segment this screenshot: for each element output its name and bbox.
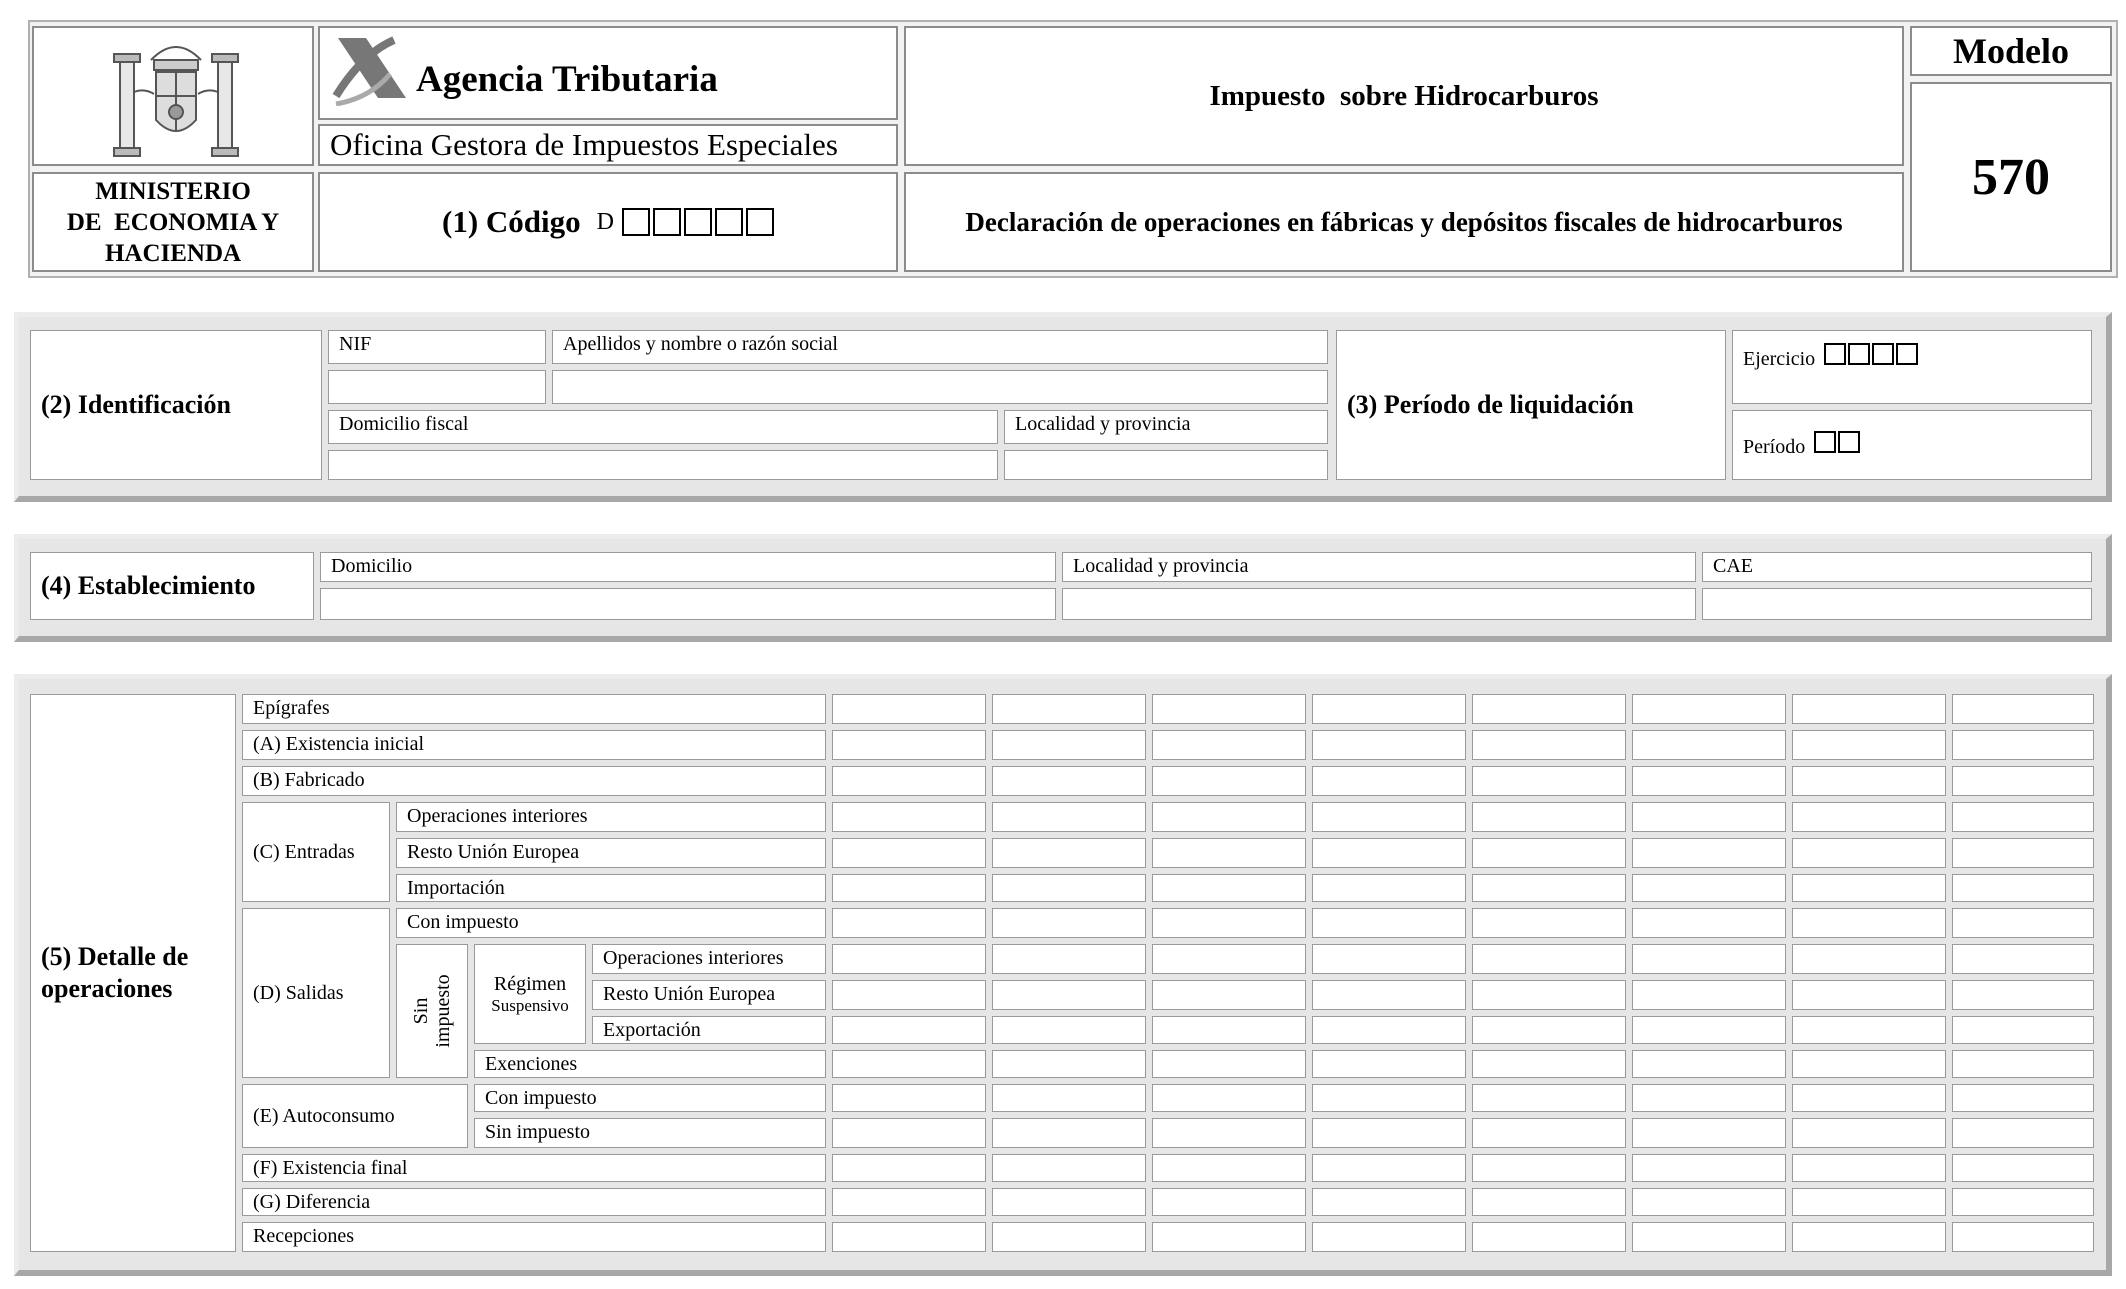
domicile-label-cell (328, 410, 998, 444)
value-cell[interactable] (1952, 944, 2094, 974)
value-cell[interactable] (832, 766, 986, 796)
value-cell[interactable] (1792, 766, 1946, 796)
value-cell[interactable] (832, 908, 986, 938)
est-domicile-field[interactable] (320, 588, 1056, 620)
value-cell[interactable] (1952, 908, 2094, 938)
value-cell[interactable] (1632, 1188, 1786, 1216)
ejercicio-cell (1732, 330, 2092, 404)
value-cell[interactable] (1472, 1118, 1626, 1148)
value-cell[interactable] (1152, 730, 1306, 760)
entradas-group-cell (242, 802, 390, 902)
suspensivo-label: Suspensivo (491, 995, 569, 1015)
value-cell[interactable] (992, 730, 1146, 760)
value-cell[interactable] (1312, 1050, 1466, 1078)
value-cell[interactable] (832, 730, 986, 760)
value-cell[interactable] (1952, 1050, 2094, 1078)
value-cell[interactable] (992, 1084, 1146, 1112)
value-cell[interactable] (1952, 838, 2094, 868)
ejercicio-boxes[interactable] (1824, 343, 1918, 365)
value-cell[interactable] (1312, 944, 1466, 974)
value-cell[interactable] (1952, 1188, 2094, 1216)
value-cell[interactable] (1152, 694, 1306, 724)
value-cell[interactable] (1312, 980, 1466, 1010)
value-cell[interactable] (1792, 944, 1946, 974)
declaration-title: Declaración de operaciones en fábricas y depósitos fiscales de hidrocarburos (965, 206, 1843, 237)
value-cell[interactable] (1472, 838, 1626, 868)
value-cell[interactable] (1472, 1188, 1626, 1216)
value-cell[interactable] (1152, 1016, 1306, 1044)
row-salidas-resto-ue (592, 980, 826, 1010)
value-cell[interactable] (1632, 1016, 1786, 1044)
ministry-line-2: DE ECONOMIA Y (66, 208, 280, 236)
value-cell[interactable] (1632, 1154, 1786, 1182)
value-cell[interactable] (1792, 908, 1946, 938)
value-cell[interactable] (1312, 908, 1466, 938)
operations-title-cell (30, 694, 236, 1252)
value-cell[interactable] (1472, 908, 1626, 938)
value-cell[interactable] (1152, 1188, 1306, 1216)
value-cell[interactable] (832, 838, 986, 868)
value-cell[interactable] (1792, 1188, 1946, 1216)
value-cell[interactable] (1632, 766, 1786, 796)
value-cell[interactable] (1312, 694, 1466, 724)
spain-coat-of-arms-icon (106, 32, 246, 160)
value-cell[interactable] (832, 802, 986, 832)
value-cell[interactable] (1632, 802, 1786, 832)
value-cell[interactable] (1312, 1222, 1466, 1252)
value-cell[interactable] (1952, 766, 2094, 796)
declaration-title-cell (904, 172, 1904, 272)
salidas-operaciones-interiores-label: Operaciones interiores (603, 947, 784, 969)
value-cell[interactable] (1952, 1016, 2094, 1044)
value-cell[interactable] (1312, 766, 1466, 796)
value-cell[interactable] (832, 1084, 986, 1112)
nif-label-cell (328, 330, 546, 364)
salidas-con-impuesto-label: Con impuesto (407, 911, 519, 933)
value-cell[interactable] (1632, 730, 1786, 760)
value-cell[interactable] (1952, 730, 2094, 760)
cae-label-cell (1702, 552, 2092, 582)
row-epigrafes (242, 694, 826, 724)
identification-title: (2) Identificación (41, 390, 231, 419)
value-cell[interactable] (992, 1154, 1146, 1182)
epigrafes-label: Epígrafes (253, 697, 330, 719)
agency-name: Agencia Tributaria (416, 59, 718, 100)
existencia-final-label: (F) Existencia final (253, 1157, 408, 1179)
value-cell[interactable] (1792, 1016, 1946, 1044)
salidas-exenciones-label: Exenciones (485, 1053, 578, 1075)
domicile-field[interactable] (328, 450, 998, 480)
value-cell[interactable] (1312, 1154, 1466, 1182)
regimen-suspensivo-cell (474, 944, 586, 1044)
periodo-boxes[interactable] (1814, 431, 1860, 453)
est-domicile-label-cell (320, 552, 1056, 582)
value-cell[interactable] (1152, 1118, 1306, 1148)
sin-impuesto-cell (396, 944, 468, 1078)
value-cell[interactable] (1312, 838, 1466, 868)
salidas-exportacion-label: Exportación (603, 1019, 701, 1041)
recepciones-label: Recepciones (253, 1225, 355, 1247)
est-locality-label: Localidad y provincia (1073, 555, 1249, 577)
value-cell[interactable] (992, 1188, 1146, 1216)
value-cell[interactable] (1632, 1050, 1786, 1078)
establishment-title: (4) Establecimiento (41, 571, 256, 600)
nif-field[interactable] (328, 370, 546, 404)
value-cell[interactable] (832, 980, 986, 1010)
value-cell[interactable] (832, 694, 986, 724)
establishment-title-cell (30, 552, 314, 620)
value-cell[interactable] (1472, 1016, 1626, 1044)
value-cell[interactable] (1632, 944, 1786, 974)
regimen-label: Régimen (493, 972, 567, 995)
value-cell[interactable] (1952, 874, 2094, 902)
operations-title-line-1: (5) Detalle de (41, 942, 189, 971)
value-cell[interactable] (1472, 766, 1626, 796)
office-name: Oficina Gestora de Impuestos Especiales (330, 127, 838, 162)
value-cell[interactable] (832, 1050, 986, 1078)
ejercicio-label: Ejercicio (1743, 348, 1816, 370)
value-cell[interactable] (1152, 802, 1306, 832)
value-cell[interactable] (992, 1222, 1146, 1252)
locality-label: Localidad y provincia (1015, 413, 1191, 435)
domicile-label: Domicilio fiscal (339, 413, 469, 435)
modelo-number-cell (1910, 82, 2112, 272)
codigo-digit-boxes[interactable] (622, 208, 774, 236)
modelo-label-cell (1910, 26, 2112, 76)
ministry-line-1: MINISTERIO (95, 177, 251, 205)
locality-field[interactable] (1004, 450, 1328, 480)
row-entradas-importacion (396, 874, 826, 902)
coat-of-arms-cell (32, 26, 314, 166)
value-cell[interactable] (992, 944, 1146, 974)
name-label-cell (552, 330, 1328, 364)
nif-label: NIF (339, 333, 372, 355)
value-cell[interactable] (1632, 838, 1786, 868)
salidas-group-cell (242, 908, 390, 1078)
value-cell[interactable] (1792, 694, 1946, 724)
locality-label-cell (1004, 410, 1328, 444)
value-cell[interactable] (1952, 1154, 2094, 1182)
salidas-label: (D) Salidas (253, 981, 344, 1004)
row-fabricado (242, 766, 826, 796)
value-cell[interactable] (1792, 1050, 1946, 1078)
autoconsumo-sin-impuesto-label: Sin impuesto (485, 1121, 591, 1143)
value-cell[interactable] (1952, 1118, 2094, 1148)
value-cell[interactable] (1472, 802, 1626, 832)
cae-field[interactable] (1702, 588, 2092, 620)
value-cell[interactable] (832, 1016, 986, 1044)
value-cell[interactable] (1952, 1222, 2094, 1252)
ministry-cell (32, 172, 314, 272)
value-cell[interactable] (1152, 1154, 1306, 1182)
autoconsumo-group-cell (242, 1084, 468, 1148)
value-cell[interactable] (1632, 874, 1786, 902)
value-cell[interactable] (1152, 1050, 1306, 1078)
autoconsumo-label: (E) Autoconsumo (253, 1104, 395, 1127)
entradas-operaciones-interiores-label: Operaciones interiores (407, 805, 588, 827)
periodo-label: Período (1743, 436, 1806, 458)
row-diferencia (242, 1188, 826, 1216)
tax-title: Impuesto sobre Hidrocarburos (1209, 79, 1599, 112)
value-cell[interactable] (1472, 1084, 1626, 1112)
value-cell[interactable] (1312, 874, 1466, 902)
est-locality-field[interactable] (1062, 588, 1696, 620)
tax-title-cell (904, 26, 1904, 166)
value-cell[interactable] (1152, 766, 1306, 796)
office-cell (318, 124, 898, 166)
value-cell[interactable] (832, 944, 986, 974)
row-autoconsumo-sin-impuesto (474, 1118, 826, 1148)
value-cell[interactable] (1472, 1154, 1626, 1182)
sin-impuesto-line-1: Sin (410, 997, 432, 1025)
period-title: (3) Período de liquidación (1347, 390, 1634, 419)
row-entradas-resto-ue (396, 838, 826, 868)
value-cell[interactable] (1312, 1118, 1466, 1148)
agencia-tributaria-logo-icon (332, 34, 412, 106)
value-cell[interactable] (992, 980, 1146, 1010)
value-cell[interactable] (1792, 1084, 1946, 1112)
value-cell[interactable] (1152, 1084, 1306, 1112)
value-cell[interactable] (1952, 694, 2094, 724)
row-salidas-operaciones-interiores (592, 944, 826, 974)
value-cell[interactable] (1312, 1188, 1466, 1216)
value-cell[interactable] (992, 802, 1146, 832)
value-cell[interactable] (1152, 838, 1306, 868)
est-locality-label-cell (1062, 552, 1696, 582)
value-cell[interactable] (1792, 730, 1946, 760)
value-cell[interactable] (992, 908, 1146, 938)
existencia-inicial-label: (A) Existencia inicial (253, 733, 425, 755)
value-cell[interactable] (1312, 730, 1466, 760)
value-cell[interactable] (832, 1154, 986, 1182)
value-cell[interactable] (1472, 730, 1626, 760)
value-cell[interactable] (1952, 1084, 2094, 1112)
name-label: Apellidos y nombre o razón social (563, 333, 838, 355)
modelo-number: 570 (1972, 148, 2050, 206)
value-cell[interactable] (1792, 802, 1946, 832)
value-cell[interactable] (1632, 1222, 1786, 1252)
value-cell[interactable] (1152, 1222, 1306, 1252)
value-cell[interactable] (1632, 908, 1786, 938)
salidas-resto-ue-label: Resto Unión Europea (603, 983, 776, 1005)
codigo-prefix: D (596, 208, 614, 235)
row-salidas-exportacion (592, 1016, 826, 1044)
value-cell[interactable] (992, 838, 1146, 868)
value-cell[interactable] (1472, 1050, 1626, 1078)
value-cell[interactable] (832, 1222, 986, 1252)
value-cell[interactable] (832, 1188, 986, 1216)
value-cell[interactable] (1952, 802, 2094, 832)
value-cell[interactable] (1792, 874, 1946, 902)
value-cell[interactable] (992, 766, 1146, 796)
ministry-line-3: HACIENDA (104, 239, 242, 267)
row-existencia-final (242, 1154, 826, 1182)
value-cell[interactable] (1472, 874, 1626, 902)
value-cell[interactable] (1312, 802, 1466, 832)
value-cell[interactable] (1472, 944, 1626, 974)
period-title-cell (1336, 330, 1726, 480)
value-cell[interactable] (1632, 980, 1786, 1010)
cae-label: CAE (1713, 555, 1753, 577)
entradas-resto-ue-label: Resto Unión Europea (407, 841, 580, 863)
autoconsumo-con-impuesto-label: Con impuesto (485, 1087, 597, 1109)
value-cell[interactable] (1472, 694, 1626, 724)
value-cell[interactable] (992, 1016, 1146, 1044)
value-cell[interactable] (992, 1118, 1146, 1148)
value-cell[interactable] (1152, 980, 1306, 1010)
value-cell[interactable] (1472, 980, 1626, 1010)
diferencia-label: (G) Diferencia (253, 1191, 371, 1213)
value-cell[interactable] (1152, 908, 1306, 938)
row-salidas-con-impuesto (396, 908, 826, 938)
value-cell[interactable] (1312, 1084, 1466, 1112)
row-autoconsumo-con-impuesto (474, 1084, 826, 1112)
row-salidas-exenciones (474, 1050, 826, 1078)
row-recepciones (242, 1222, 826, 1252)
entradas-importacion-label: Importación (407, 877, 505, 899)
fabricado-label: (B) Fabricado (253, 769, 365, 791)
value-cell[interactable] (1632, 1118, 1786, 1148)
operations-title-line-2: operaciones (41, 974, 173, 1003)
est-domicile-label: Domicilio (331, 555, 413, 577)
value-cell[interactable] (1472, 1222, 1626, 1252)
value-cell[interactable] (1312, 1016, 1466, 1044)
value-cell[interactable] (1792, 838, 1946, 868)
row-existencia-inicial (242, 730, 826, 760)
value-cell[interactable] (1952, 980, 2094, 1010)
modelo-label: Modelo (1953, 31, 2069, 71)
value-cell[interactable] (1792, 1118, 1946, 1148)
row-entradas-operaciones-interiores (396, 802, 826, 832)
value-cell[interactable] (1152, 944, 1306, 974)
value-cell[interactable] (832, 874, 986, 902)
value-cell[interactable] (992, 694, 1146, 724)
value-cell[interactable] (1632, 1084, 1786, 1112)
entradas-label: (C) Entradas (253, 840, 355, 863)
codigo-cell (318, 172, 898, 272)
value-cell[interactable] (992, 874, 1146, 902)
value-cell[interactable] (1632, 694, 1786, 724)
value-cell[interactable] (992, 1050, 1146, 1078)
value-cell[interactable] (1152, 874, 1306, 902)
agency-cell (318, 26, 898, 120)
identification-title-cell (30, 330, 322, 480)
name-field[interactable] (552, 370, 1328, 404)
value-cell[interactable] (832, 1118, 986, 1148)
value-cell[interactable] (1792, 1154, 1946, 1182)
sin-impuesto-line-2: impuesto (432, 974, 454, 1048)
value-cell[interactable] (1792, 1222, 1946, 1252)
periodo-cell (1732, 410, 2092, 480)
value-cell[interactable] (1792, 980, 1946, 1010)
codigo-label: (1) Código (442, 204, 581, 239)
